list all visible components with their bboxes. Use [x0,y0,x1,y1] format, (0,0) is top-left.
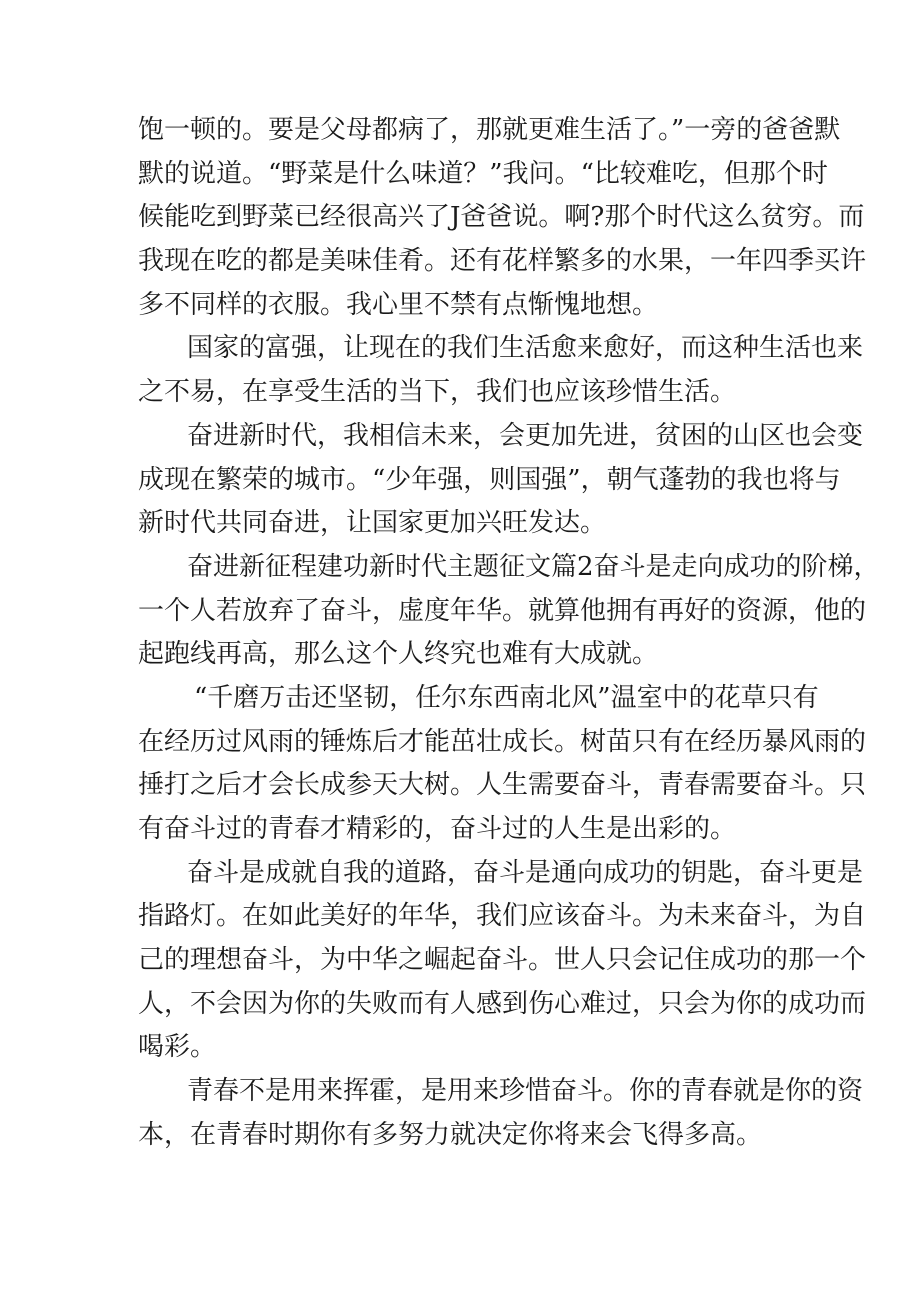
text-line: 之不易，在享受生活的当下，我们也应该珍惜生活。 [138,377,737,408]
text-line: 候能吃到野菜已经很高兴了J爸爸说。啊?那个时代这么贫穷。而 [138,202,865,233]
text-line: 有奋斗过的青春才精彩的，奋斗过的人生是出彩的。 [138,814,737,844]
text-line: 人，不会因为你的失败而有人感到伤心难过，只会为你的成功而 [138,988,867,1019]
text-line: 喝彩。 [138,1032,217,1063]
text-line: 成现在繁荣的城市。“少年强，则国强”，朝气蓬勃的我也将与 [138,464,841,495]
text-line: 指路灯。在如此美好的年华，我们应该奋斗。为未来奋斗，为自 [138,901,867,932]
paragraph-start-line: 奋进新征程建功新时代主题征文篇2奋斗是走向成功的阶梯， [187,551,880,582]
text-line: 己的理想奋斗，为中华之崛起奋斗。世人只会记住成功的那一个 [138,945,867,976]
paragraph-start-line: 国家的富强，让现在的我们生活愈来愈好，而这种生活也来 [187,333,864,364]
paragraph-start-line: “千磨万击还坚韧，任尔东西南北风”温室中的花草只有 [194,682,819,713]
text-line: 在经历过风雨的锤炼后才能茁壮成长。树苗只有在经历暴风雨的 [138,726,867,757]
text-line: 起跑线再高，那么这个人终究也难有大成就。 [138,639,659,670]
text-line: 默的说道。“野菜是什么味道？”我问。“比较难吃，但那个时 [138,158,828,189]
body-text [138,109,880,1158]
text-line: 本，在青春时期你有多努力就决定你将来会飞得多高。 [138,1119,763,1150]
text-line: 捶打之后才会长成参天大树。人生需要奋斗，青春需要奋斗。只 [138,770,867,801]
text-line: 我现在吃的都是美味佳肴。还有花样繁多的水果，一年四季买许 [138,246,867,277]
text-line: 新时代共同奋进，让国家更加兴旺发达。 [138,508,607,539]
text-line: 多不同样的衣服。我心里不禁有点惭愧地想。 [138,289,659,320]
text-line: 饱一顿的。要是父母都病了，那就更难生活了。”一旁的爸爸默 [138,115,841,145]
paragraph-start-line: 奋斗是成就自我的道路，奋斗是通向成功的钥匙，奋斗更是 [187,857,864,888]
paragraph-start-line: 青春不是用来挥霍，是用来珍惜奋斗。你的青春就是你的资 [187,1076,864,1107]
text-line: 一个人若放弃了奋斗，虚度年华。就算他拥有再好的资源，他的 [138,595,867,626]
paragraph-start-line: 奋进新时代，我相信未来，会更加先进，贫困的山区也会变 [187,420,864,451]
